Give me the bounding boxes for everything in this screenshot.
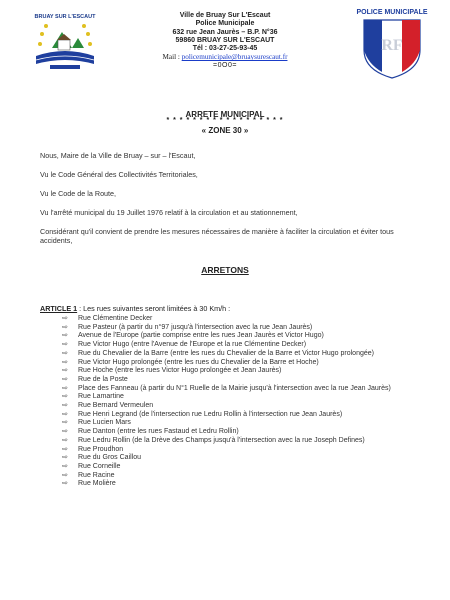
article-label: ARTICLE 1 (40, 304, 78, 313)
arrow-right-icon: ⇨ (62, 315, 68, 322)
article-heading (40, 304, 430, 313)
arrow-right-icon: ⇨ (62, 367, 68, 375)
letterhead-line: Ville de Bruay Sur L'Escaut (179, 12, 271, 19)
preamble-paragraph: Vu le Code Général des Collectivités Territoriales, (40, 170, 198, 179)
arrow-right-icon: ⇨ (62, 462, 68, 470)
street-item (62, 419, 432, 428)
arrow-right-icon: ⇨ (62, 375, 68, 383)
street-name: Rue Molière (78, 480, 116, 488)
letterhead-line: Police Municipale (195, 20, 255, 28)
street-name: Rue Henri Legrand (de l'intersection rue Ledru Rollin à l'intersection rue Jean Jaurès) (78, 410, 343, 418)
street-name: Avenue de l'Europe (partie comprise entre les rues Jean Jaurès et Victor Hugo) (78, 332, 324, 340)
title-stars: * * * * * * * * * * * * * * * * * * (166, 117, 284, 124)
section-heading: ARRETONS (201, 265, 249, 275)
arrow-right-icon: ⇨ (62, 402, 68, 410)
preamble-paragraph: Considérant qu'il convient de prendre les mesures nécessaires de manière à faciliter la circulation et éviter tous accidents, (40, 227, 394, 245)
town-logo-text: BRUAY SUR L'ESCAUT (34, 14, 96, 20)
arrow-right-icon: ⇨ (62, 384, 68, 392)
street-name: Rue de la Poste (78, 375, 128, 383)
header-separator: =0O0= (213, 61, 237, 69)
street-item (62, 437, 432, 446)
street-name: Rue Pasteur (à partir du n°97 jusqu'à l'intersection avec la rue Jean Jaurès) (78, 323, 313, 331)
mail-label: Mail : (162, 53, 180, 62)
street-item (62, 480, 432, 489)
street-name: Rue Victor Hugo prolongée (entre les rues du Chevalier de la Barre et Hoche) (78, 358, 319, 366)
svg-text:RF: RF (381, 37, 403, 54)
arrow-right-icon: ⇨ (62, 471, 68, 479)
street-item (62, 324, 432, 333)
street-name: Rue Victor Hugo (entre l'Avenue de l'Europe et la rue Clémentine Decker) (78, 341, 307, 349)
arrow-right-icon: ⇨ (62, 393, 68, 401)
police-shield-logo (356, 6, 428, 80)
street-name: Rue Bernard Vermeulen (78, 402, 154, 410)
street-item (62, 446, 432, 455)
document-title: ARRETE MUNICIPAL (185, 110, 265, 119)
article-text: : Les rues suivantes seront limitées à 30 Km/h : (79, 304, 231, 313)
arrow-right-icon: ⇨ (62, 410, 68, 418)
street-item (62, 402, 432, 411)
arrow-right-icon: ⇨ (62, 341, 68, 349)
street-item (62, 367, 432, 376)
street-item (62, 393, 432, 402)
arrow-right-icon: ⇨ (62, 419, 68, 427)
letterhead-line: 632 rue Jean Jaurès – B.P. N°36 (172, 28, 278, 36)
preamble-paragraph: Vu le Code de la Route, (40, 189, 117, 198)
street-name: Place des Fanneau (à partir du N°1 Ruelle de la Mairie jusqu'à l'intersection avec la rue Jean Jaurès) (78, 384, 391, 392)
mail-line (130, 53, 320, 61)
street-item (62, 341, 432, 350)
mail-link[interactable]: policemunicipale@bruaysurescaut.fr (181, 53, 288, 62)
street-name: Rue Hoche (entre les rues Victor Hugo prolongée et Jean Jaurès) (78, 367, 282, 375)
arrow-right-icon: ⇨ (62, 445, 68, 453)
arrow-right-icon: ⇨ (62, 454, 68, 462)
street-item (62, 454, 432, 463)
arrow-right-icon: ⇨ (62, 332, 68, 340)
street-name: Rue Ledru Rollin (de la Drève des Champs jusqu'à l'intersection avec la rue Joseph Defines) (78, 436, 365, 444)
street-item (62, 472, 432, 481)
street-name: Rue Lucien Mars (78, 419, 131, 427)
arrow-right-icon: ⇨ (62, 436, 68, 444)
street-item (62, 376, 432, 385)
street-item (62, 385, 432, 394)
letterhead-line: Tél : 03-27-25-93-45 (192, 45, 258, 53)
street-item (62, 350, 432, 359)
street-name: Rue Proudhon (78, 445, 124, 453)
preamble-paragraph: Nous, Maire de la Ville de Bruay – sur – l'Escaut, (40, 151, 196, 160)
arrow-right-icon: ⇨ (62, 349, 68, 357)
street-item (62, 359, 432, 368)
letterhead-line: 59860 BRUAY SUR L'ESCAUT (175, 36, 275, 44)
street-name: Rue Racine (78, 471, 115, 479)
street-name: Rue Clémentine Decker (78, 315, 153, 322)
town-logo (32, 10, 98, 72)
arrow-right-icon: ⇨ (62, 323, 68, 331)
street-item (62, 411, 432, 420)
street-item (62, 463, 432, 472)
letterhead (130, 12, 320, 70)
street-item (62, 332, 432, 341)
arrow-right-icon: ⇨ (62, 358, 68, 366)
arrow-right-icon: ⇨ (62, 480, 68, 488)
street-list (62, 315, 432, 489)
street-item (62, 428, 432, 437)
street-item (62, 315, 432, 324)
street-name: Rue Danton (entre les rues Fastaud et Ledru Rollin) (78, 428, 239, 436)
street-name: Rue Lamartine (78, 393, 124, 401)
arrow-right-icon: ⇨ (62, 428, 68, 436)
police-logo-text: POLICE MUNICIPALE (356, 9, 428, 16)
street-name: Rue du Chevalier de la Barre (entre les rues du Chevalier de la Barre et Victor Hugo prolongée) (78, 349, 374, 357)
preamble-paragraph: Vu l'arrêté municipal du 19 Juillet 1976 relatif à la circulation et au stationnement, (40, 208, 298, 217)
street-name: Rue du Gros Caillou (78, 454, 142, 462)
street-name: Rue Corneille (78, 462, 121, 470)
document-subtitle: « ZONE 30 » (201, 126, 249, 135)
